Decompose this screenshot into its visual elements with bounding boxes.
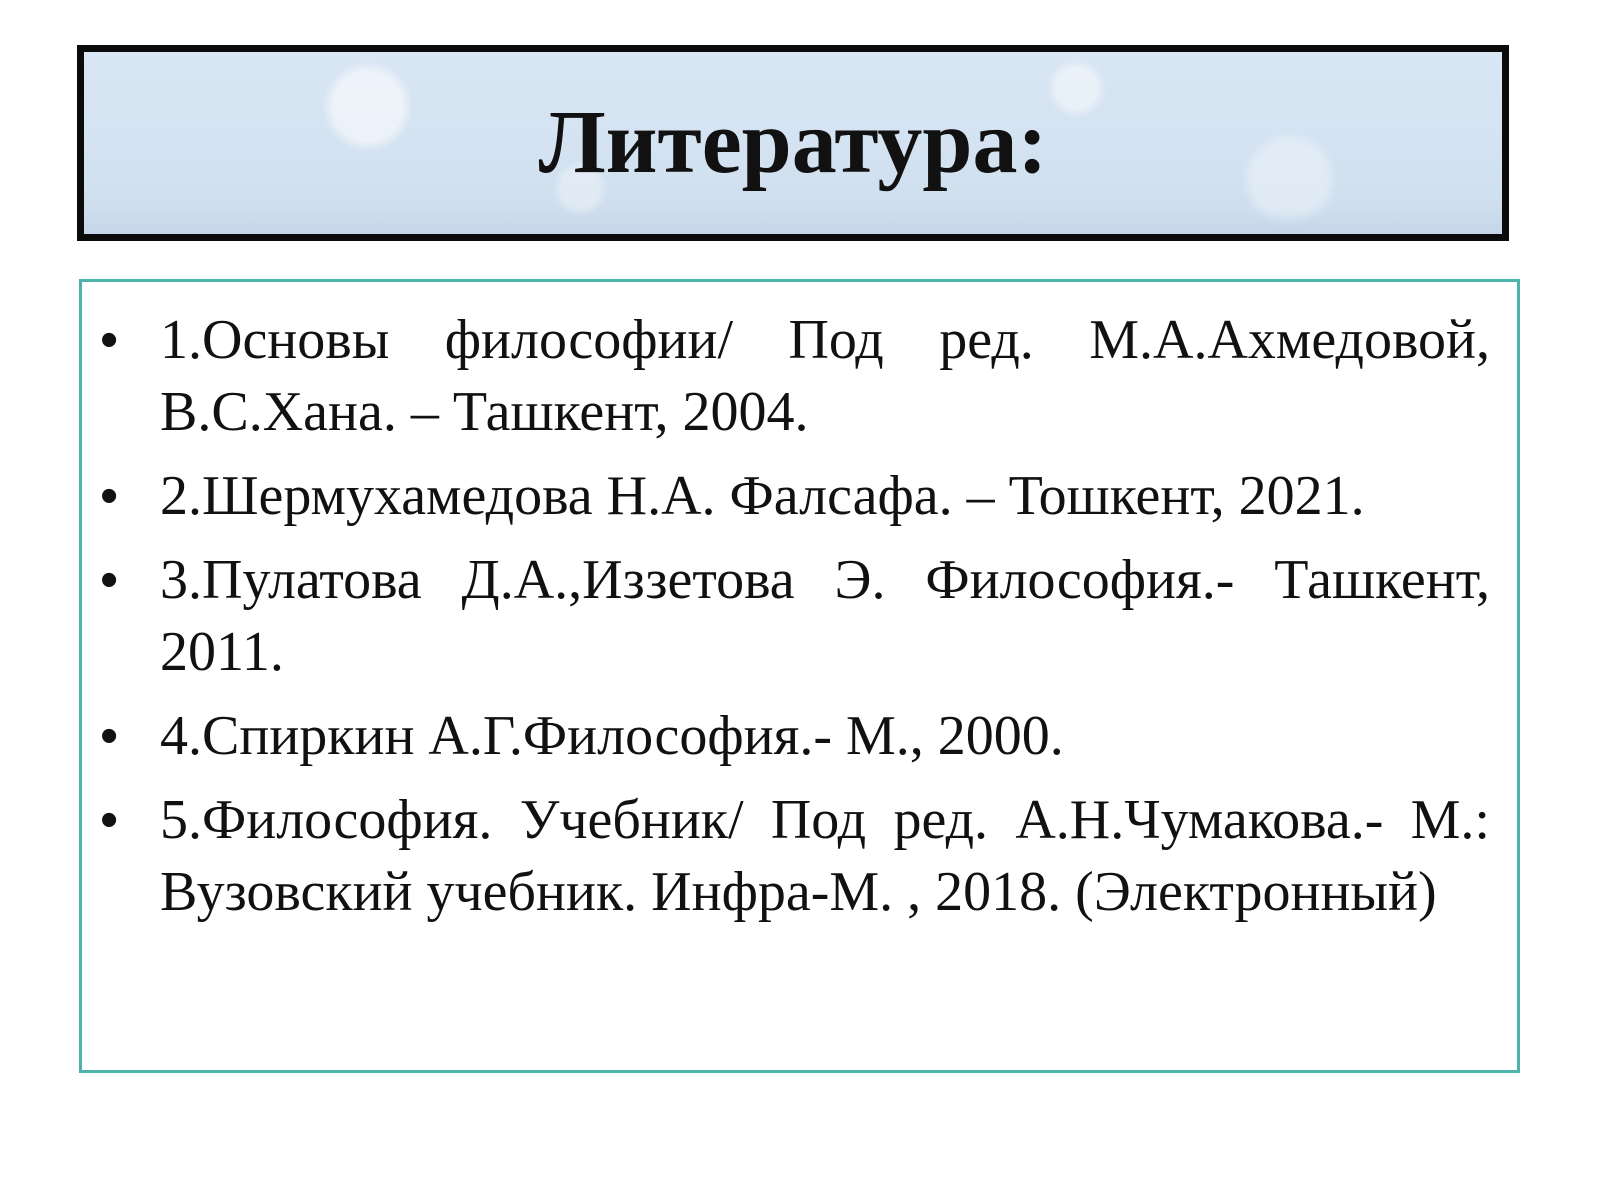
list-item — [82, 784, 1490, 928]
title-banner — [77, 45, 1509, 241]
list-item — [82, 700, 1490, 772]
list-item — [82, 460, 1490, 532]
list-item — [82, 304, 1490, 448]
references-panel — [79, 279, 1520, 1073]
reference-text: 2.Шермухамедова Н.А. Фалсафа. – Тошкент, 2021. — [160, 465, 1365, 527]
reference-text: 3.Пулатова Д.А.,Иззетова Э. Философия.- Ташкент, 2011. — [160, 549, 1490, 683]
reference-text: 1.Основы философии/ Под ред. М.А.Ахмедовой, В.С.Хана. – Ташкент, 2004. — [160, 309, 1490, 443]
list-item — [82, 544, 1490, 688]
page-title: Литература: — [538, 93, 1048, 192]
reference-text: 4.Спиркин А.Г.Философия.- М., 2000. — [160, 705, 1064, 767]
references-list — [82, 304, 1490, 928]
reference-text: 5.Философия. Учебник/ Под ред. А.Н.Чумакова.- М.: Вузовский учебник. Инфра-М. , 2018. (Электронный) — [160, 789, 1490, 923]
